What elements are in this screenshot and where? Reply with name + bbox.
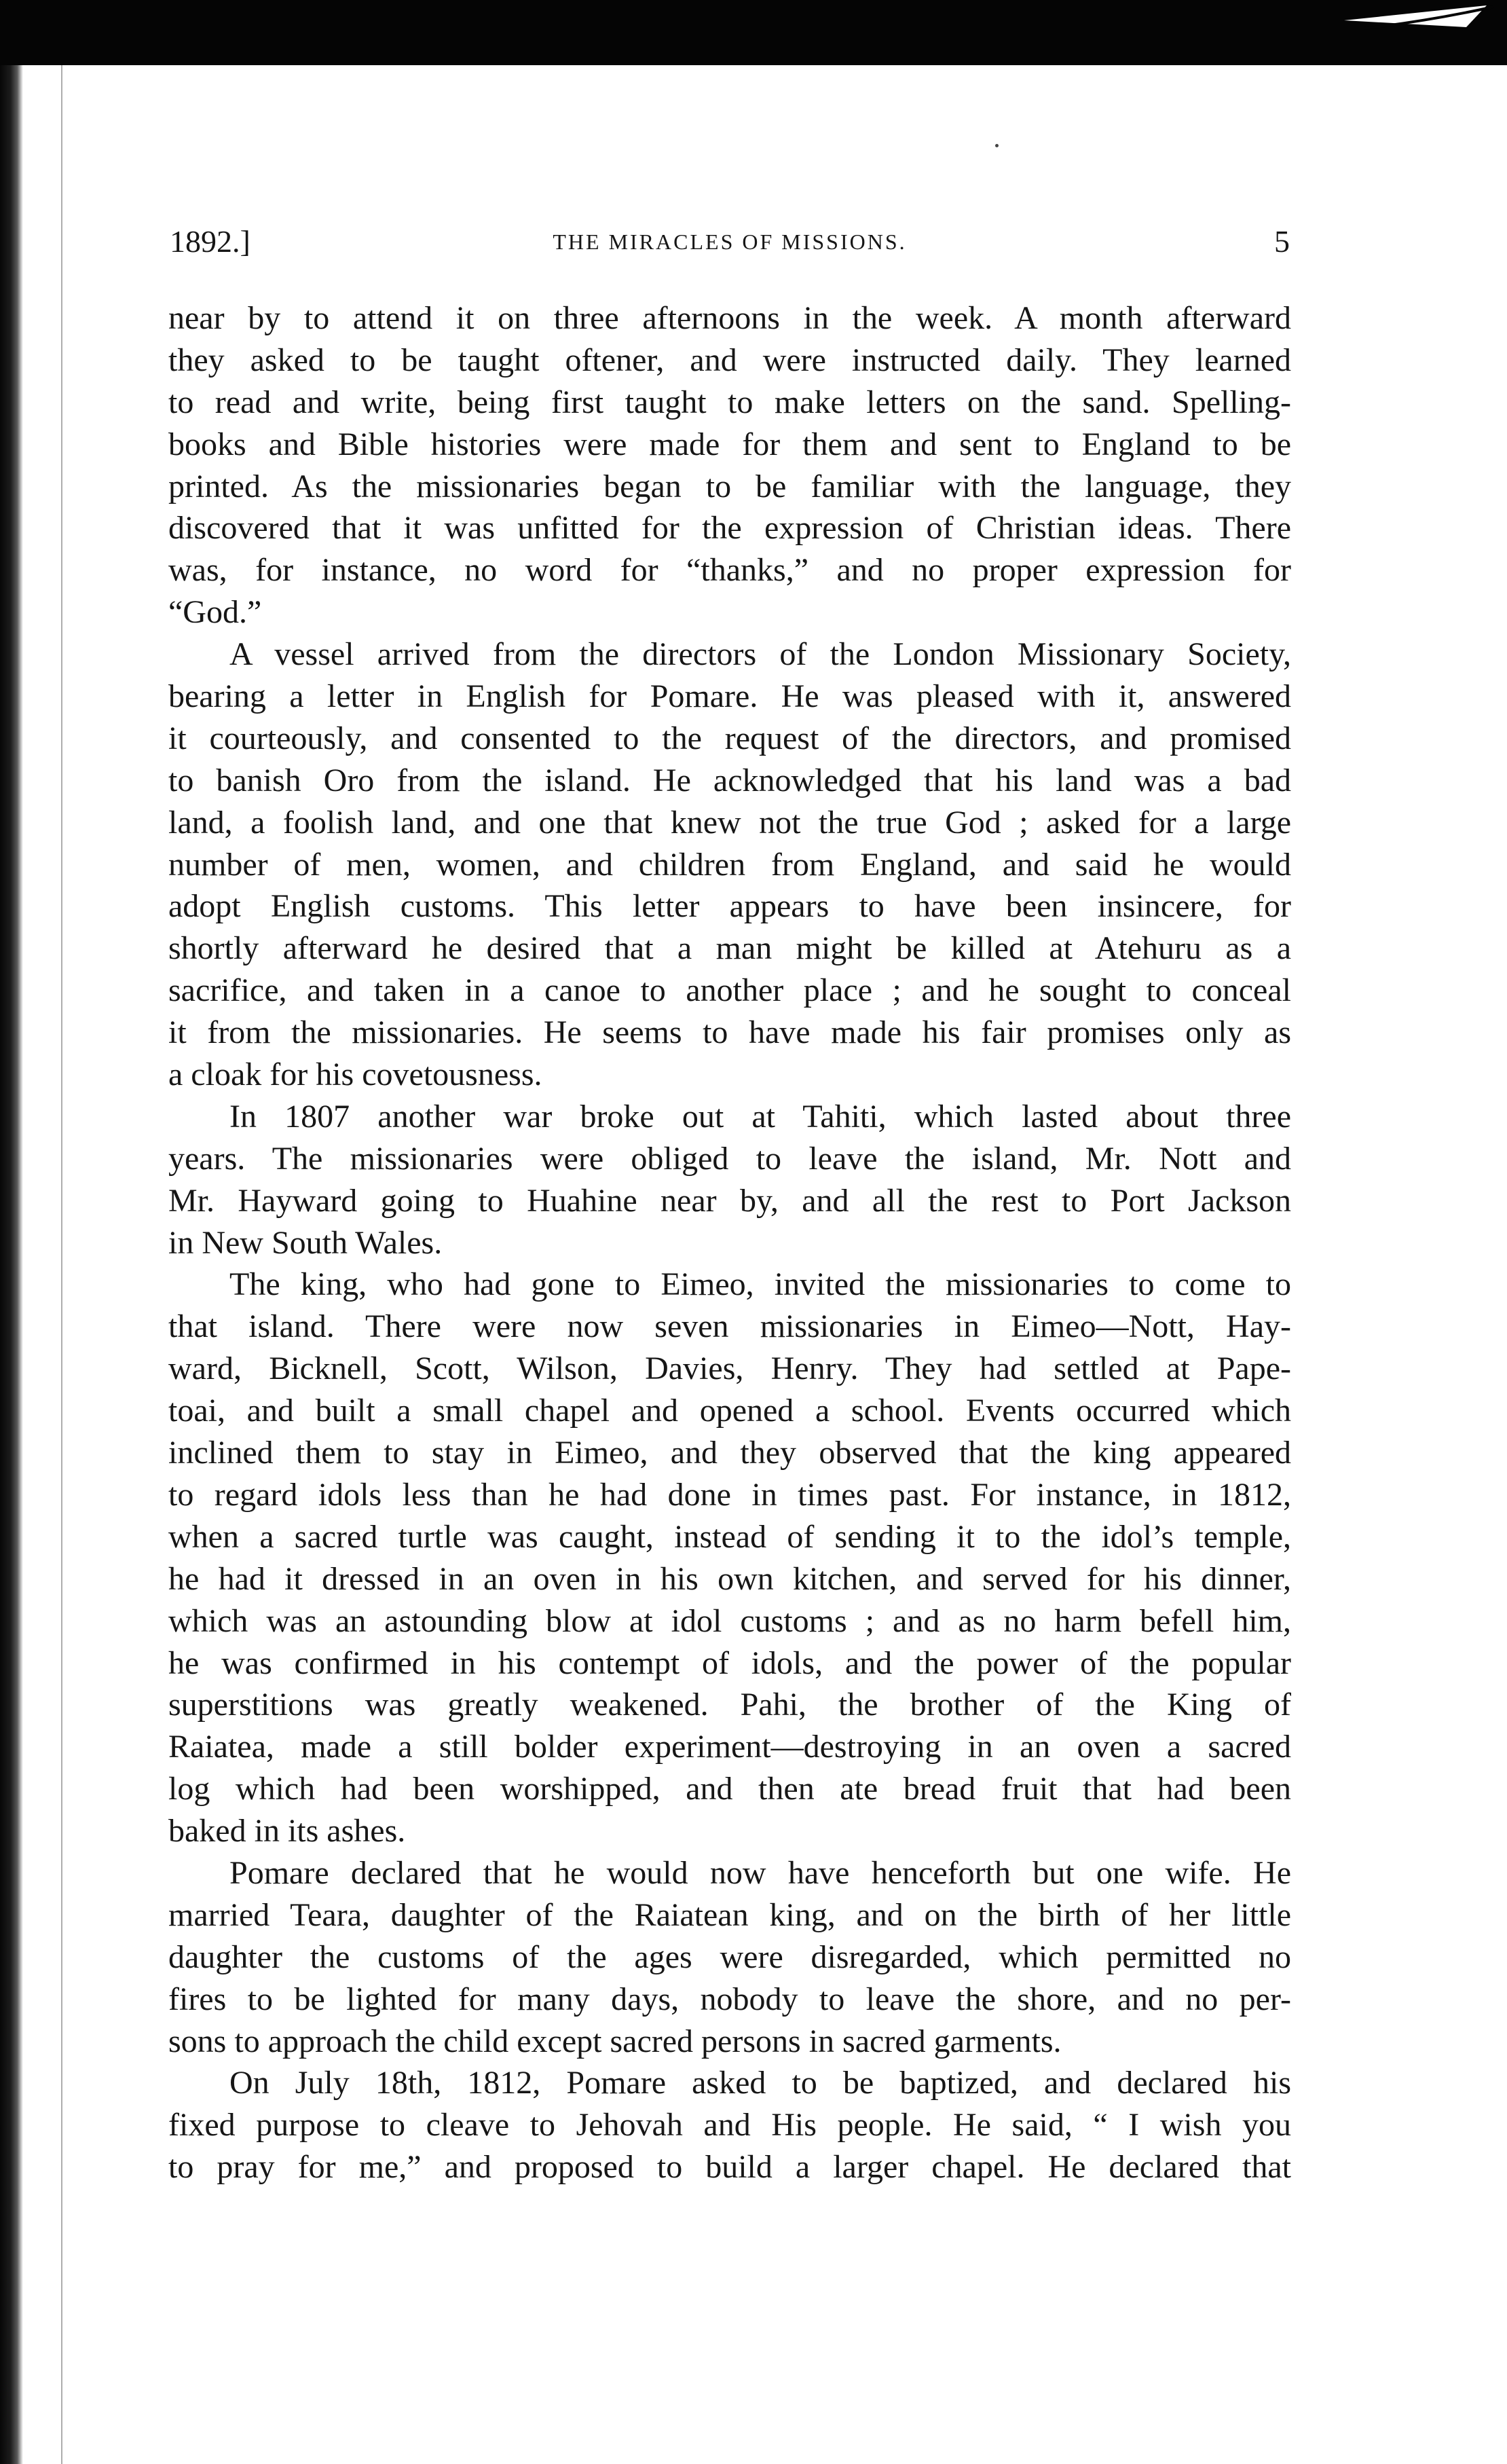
text-line: “God.” [168, 594, 262, 631]
text-line: superstitions was greatly weakened. Pahi, the brother of the King of [168, 1687, 1291, 1723]
text-line: toai, and built a small chapel and opened a school. Events occurred which [168, 1393, 1291, 1429]
text-line: inclined them to stay in Eimeo, and they observed that the king appeared [168, 1435, 1291, 1471]
text-line: sons to approach the child except sacred persons in sacred garments. [168, 2023, 1062, 2059]
text-line: shortly afterward he desired that a man might be killed at Atehuru as a [168, 930, 1291, 967]
page-number: 5 [1274, 224, 1290, 259]
paragraph-first-line: Pomare declared that he would now have henceforth but one wife. He [229, 1854, 1291, 1891]
text-line: Mr. Hayward going to Huahine near by, and all the rest to Port Jackson [168, 1182, 1291, 1219]
page-speck [995, 144, 999, 147]
text-line: it courteously, and consented to the request of the directors, and promised [168, 720, 1291, 756]
running-head-year: 1892.] [170, 224, 250, 259]
text-line: near by to attend it on three afternoons in the week. A month afterward [168, 300, 1291, 336]
running-head-title: THE MIRACLES OF MISSIONS. [553, 229, 907, 254]
text-line: land, a foolish land, and one that knew not the true God ; asked for a large [168, 804, 1291, 841]
text-line: when a sacred turtle was caught, instead of sending it to the idol’s temple, [168, 1518, 1291, 1555]
text-line: to banish Oro from the island. He acknowledged that his land was a bad [168, 762, 1291, 798]
scan-corner-mark [1263, 0, 1507, 65]
text-line: sacrifice, and taken in a canoe to another place ; and he sought to conceal [168, 972, 1291, 1009]
text-line: bearing a letter in English for Pomare. He was pleased with it, answered [168, 678, 1291, 715]
text-line: number of men, women, and children from England, and said he would [168, 846, 1291, 883]
text-line: he was confirmed in his contempt of idols, and the power of the popular [168, 1644, 1291, 1681]
text-line: log which had been worshipped, and then ate bread fruit that had been [168, 1771, 1291, 1807]
text-line: Raiatea, made a still bolder experiment—destroying in an oven a sacred [168, 1729, 1291, 1765]
scan-left-edge-shadow [0, 65, 23, 2464]
text-line: discovered that it was unfitted for the expression of Christian ideas. There [168, 510, 1291, 547]
text-line: a cloak for his covetousness. [168, 1056, 542, 1093]
text-line: it from the missionaries. He seems to have made his fair promises only as [168, 1014, 1291, 1051]
text-line: to read and write, being first taught to make letters on the sand. Spelling- [168, 384, 1291, 420]
running-head [170, 223, 1290, 261]
text-line: he had it dressed in an oven in his own kitchen, and served for his dinner, [168, 1560, 1291, 1597]
text-line: fixed purpose to cleave to Jehovah and His people. He said, “ I wish you [168, 2107, 1291, 2144]
text-line: printed. As the missionaries began to be familiar with the language, they [168, 468, 1291, 504]
scan-gutter-line [61, 65, 62, 2464]
text-line: that island. There were now seven missionaries in Eimeo—Nott, Hay- [168, 1308, 1291, 1345]
text-line: in New South Wales. [168, 1224, 443, 1261]
text-line: books and Bible histories were made for them and sent to England to be [168, 426, 1291, 462]
text-line: which was an astounding blow at idol customs ; and as no harm befell him, [168, 1602, 1291, 1639]
text-line: years. The missionaries were obliged to leave the island, Mr. Nott and [168, 1140, 1291, 1177]
text-line: daughter the customs of the ages were disregarded, which permitted no [168, 1938, 1291, 1975]
body-text [168, 297, 1291, 2188]
text-line: to regard idols less than he had done in times past. For instance, in 1812, [168, 1476, 1291, 1513]
text-line: ward, Bicknell, Scott, Wilson, Davies, Henry. They had settled at Pape- [168, 1350, 1291, 1387]
text-line: married Teara, daughter of the Raiatean king, and on the birth of her little [168, 1896, 1291, 1933]
text-line: adopt English customs. This letter appears to have been insincere, for [168, 888, 1291, 925]
text-line: was, for instance, no word for “thanks,” and no proper expression for [168, 552, 1291, 589]
paragraph-first-line: A vessel arrived from the directors of the London Missionary Society, [229, 636, 1291, 673]
paragraph-first-line: On July 18th, 1812, Pomare asked to be baptized, and declared his [229, 2065, 1291, 2101]
text-line: baked in its ashes. [168, 1813, 406, 1850]
paragraph-first-line: In 1807 another war broke out at Tahiti, which lasted about three [229, 1098, 1291, 1135]
text-line: fires to be lighted for many days, nobody to leave the shore, and no per- [168, 1981, 1291, 2017]
paragraph-first-line: The king, who had gone to Eimeo, invited the missionaries to come to [229, 1266, 1291, 1303]
text-line: to pray for me,” and proposed to build a larger chapel. He declared that [168, 2149, 1291, 2186]
text-line: they asked to be taught oftener, and were instructed daily. They learned [168, 342, 1291, 378]
